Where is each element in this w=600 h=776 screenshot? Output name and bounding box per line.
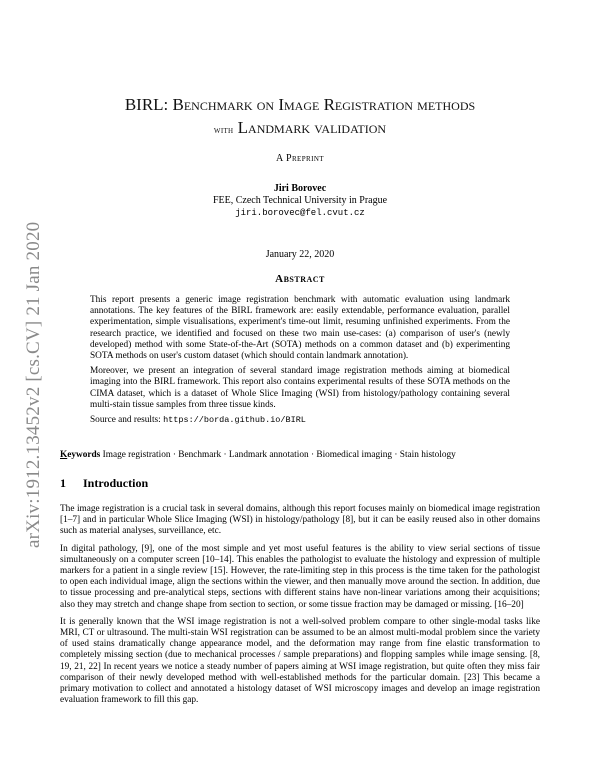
body-paragraph: It is generally known that the WSI image registration is not a well-solved problem compare to other single-modal tasks like MRI, CT or ultrasound. The multi-stain WSI registration can be assumed to be an almost multi-modal problem since the variety of used stains dramatically change appearance model, and the deformation may range from fine elastic transformation to completely missing section (due to mechanical processes / sample preparations) and flopping samples while image sensing. [8, 19, 21, 22] In recent years we notice a steady number of papers aiming at WSI image registration, but quite often they miss fair comparison of their newly developed method with well-established methods for the particular domain. [23] This became a primary motivation to collect and annotated a histology dataset of WSI microscopy images and develop an image registration evaluation framework to fill this gap. xyxy=(60,616,540,706)
abstract-body xyxy=(90,295,510,430)
abstract-paragraph: Moreover, we present an integration of several standard image registration methods aiming at biomedical imaging into the BIRL framework. This report also contains experimental results of these SOTA methods on the CIMA dataset, which is a dataset of Whole Slice Imaging (WSI) from histology/pathology containing several multi-stain tissue samples from three tissue kinds. xyxy=(90,366,510,410)
title-line-2: Landmark validation xyxy=(237,118,387,137)
body-paragraph: The image registration is a crucial task in several domains, although this report focuses mainly on biomedical image registration [1–7] and in particular Whole Slice Imaging (WSI) in histology/pathology [8], but it can be easily reused also in other domains such as material analyses, surveillance, etc. xyxy=(60,504,540,537)
section-title: Introduction xyxy=(83,476,149,490)
paper-title xyxy=(60,93,540,142)
author-email[interactable]: jiri.borovec@fel.cvut.cz xyxy=(235,208,365,218)
author-name: Jiri Borovec xyxy=(273,183,327,194)
keywords-list: Image registration · Benchmark · Landmark annotation · Biomedical imaging · Stain histology xyxy=(102,450,456,460)
keywords-line xyxy=(60,449,540,461)
body-paragraph: In digital pathology, [9], one of the most simple and yet most useful features is the ability to view serial sections of tissue simultaneously on a computer screen [10–14]. This enables the pathologist to evaluate the histology and expression of multiple markers for a patient in a single review [15]. However, the rate-limiting step in this process is the time taken for the pathologist to open each individual image, align the sections within the viewer, and then manually move around the section. In addition, due to tissue processing and pre-analytical steps, sections with different stains have non-linear variations among their acquisitions; also they may stretch and change shape from section to section, or some tissue fraction may be damaged or missing. [16–20] xyxy=(60,543,540,610)
abstract-heading: Abstract xyxy=(275,273,325,285)
author-block xyxy=(0,183,600,219)
arxiv-identifier-stamp[interactable]: arXiv:1912.13452v2 [cs.CV] 21 Jan 2020 xyxy=(23,221,44,548)
keywords-label: Keywords xyxy=(60,450,101,460)
title-line-1: BIRL: Benchmark on Image Registration methods xyxy=(124,95,476,114)
title-connector: with xyxy=(213,125,234,136)
section-number: 1 xyxy=(60,476,66,490)
source-label: Source and results: xyxy=(90,415,164,426)
preprint-label: A Preprint xyxy=(276,153,324,164)
section-heading xyxy=(60,476,540,491)
source-link[interactable]: https://borda.github.io/BIRL xyxy=(163,415,306,426)
author-affiliation: FEE, Czech Technical University in Prague xyxy=(212,195,388,206)
abstract-source xyxy=(90,415,510,426)
introduction-body xyxy=(60,504,540,712)
abstract-paragraph: This report presents a generic image registration benchmark with automatic evaluation using landmark annotations. The key features of the BIRL framework are: easily extendable, performance evaluation, parallel experimentation, simple visualisations, experiment's time-out limit, resuming unfinished experiments. From the research practice, we identified and focused on these two main use-cases: (a) comparison of user's (newly developed) method with some State-of-the-Art (SOTA) methods on a common dataset and (b) experimenting SOTA methods on user's custom dataset (which should contain landmark annotation). xyxy=(90,295,510,362)
publication-date: January 22, 2020 xyxy=(265,249,335,260)
